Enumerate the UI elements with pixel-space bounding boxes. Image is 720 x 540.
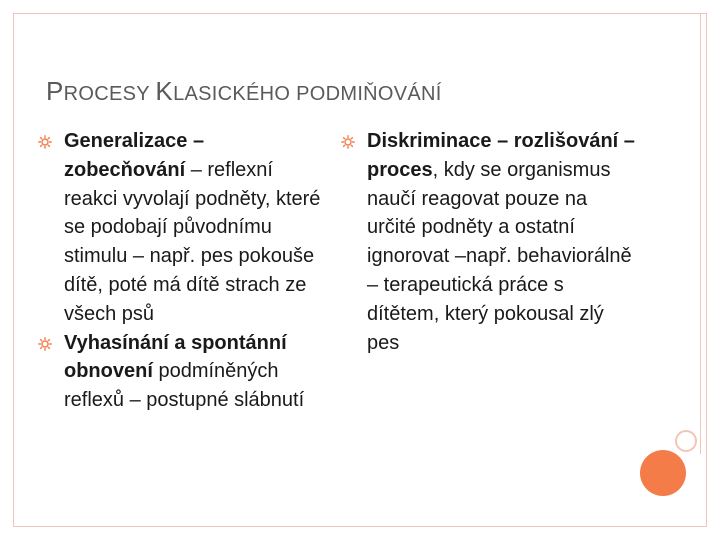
item-term: Diskriminace – rozlišování – proces: [367, 130, 635, 181]
title-word: ROCESY: [63, 83, 156, 105]
left-column: [38, 127, 328, 415]
item-term: Vyhasínání a spontánní obnovení: [64, 331, 287, 383]
bullet-list: [38, 127, 328, 415]
list-item: [38, 127, 328, 329]
item-text: podmíněných reflexů – postupné slábnutí: [64, 360, 305, 412]
right-column: [341, 127, 641, 357]
decorative-ring: [675, 430, 697, 452]
slide-title: [46, 76, 442, 107]
decorative-dot: [640, 450, 686, 496]
list-item: [341, 127, 641, 357]
title-word: LASICKÉHO PODMIŇOVÁNÍ: [173, 83, 442, 105]
frame-accent-line: [700, 14, 701, 454]
list-item: [38, 329, 328, 415]
sun-icon: [38, 337, 52, 351]
title-initial: K: [155, 76, 174, 106]
item-term: Generalizace – zobecňování: [64, 130, 205, 181]
item-text: – reflexní reakci vyvolají podněty, které se podobají původnímu stimulu – např. pes pokouše dítě, poté má dítě strach ze všech psů: [64, 158, 321, 325]
item-text: , kdy se organismus naučí reagovat pouze na určité podněty a ostatní ignorovat –např. behaviorálně – terapeutická práce s dítětem, který pokousal zlý pes: [367, 158, 632, 354]
sun-icon: [38, 135, 52, 149]
bullet-list: [341, 127, 641, 357]
sun-icon: [341, 135, 355, 149]
title-initial: P: [46, 76, 64, 106]
